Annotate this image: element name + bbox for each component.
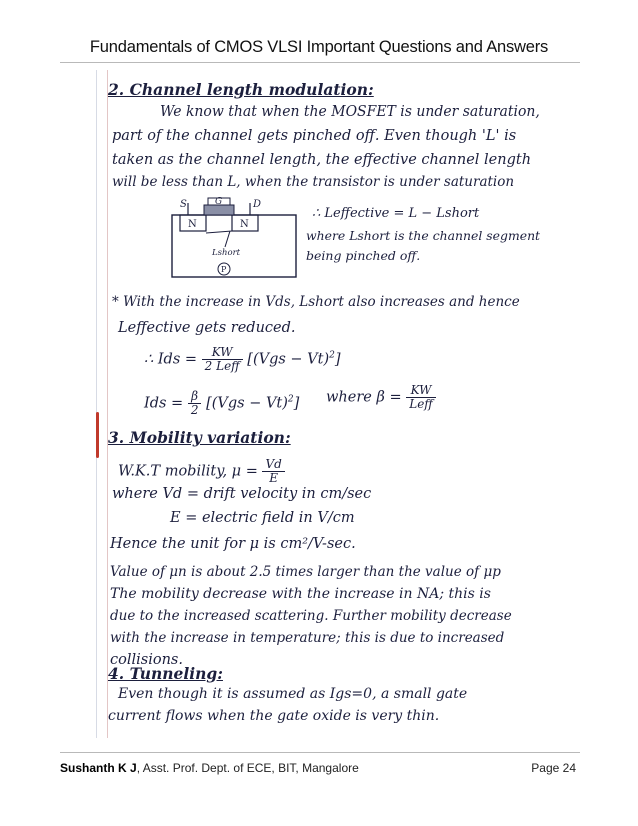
n-region-label: N (188, 219, 197, 230)
note-line: current flows when the gate oxide is very thin. (108, 708, 440, 724)
note-line: Leffective gets reduced. (118, 320, 296, 336)
note-line: will be less than L, when the transistor is under saturation (112, 174, 515, 190)
footer-divider (60, 752, 580, 753)
red-margin-mark (96, 412, 99, 458)
section-heading-mobility-variation: 3. Mobility variation: (108, 428, 291, 447)
page-margin-line (107, 70, 108, 738)
note-line: We know that when the MOSFET is under saturation, (160, 104, 540, 120)
note-line: Hence the unit for μ is cm²/V-sec. (110, 536, 356, 552)
note-line: with the increase in temperature; this is due to increased (110, 630, 505, 646)
note-line: E = electric field in V/cm (170, 510, 355, 526)
author-name: Sushanth K J (60, 761, 137, 775)
note-line: being pinched off. (306, 248, 421, 263)
mobility-equation: W.K.T mobility, μ = $\frac{Vd}{E}$ (118, 458, 285, 485)
section-heading-channel-length-modulation: 2. Channel length modulation: (108, 80, 374, 99)
eq-lhs: ∴ Ids = (144, 351, 198, 368)
note-line: collisions. (110, 652, 183, 668)
fraction: $\frac{KW}{\text{2 Leff}}$ (202, 346, 243, 373)
n-region-label: N (240, 219, 249, 230)
note-line: part of the channel gets pinched off. Even though 'L' is (112, 128, 517, 144)
eq-lhs: Ids = (144, 395, 184, 412)
header-divider (60, 62, 580, 63)
beta-definition: where β = $\frac{KW}{\text{Leff}}$ (326, 384, 436, 411)
eq-rhs: [(Vgs − Vt) (247, 351, 330, 368)
page-header-title: Fundamentals of CMOS VLSI Important Questions and Answers (89, 38, 549, 56)
note-line: where Vd = drift velocity in cm/sec (112, 486, 372, 502)
ids-equation-leff: ∴ Ids = $\frac{KW}{\text{2 Leff}}$ [(Vgs − Vt)$^2$] (144, 345, 341, 373)
leff-equation: ∴ Leffective = L − Lshort (312, 206, 480, 221)
gate-label: G (215, 197, 223, 207)
note-line: The mobility decrease with the increase in NA; this is (110, 586, 491, 602)
lshort-label: Lshort (212, 248, 241, 258)
ids-equation-beta: Ids = $\frac{\beta}{2}$ [(Vgs − Vt)$^2$] (144, 389, 300, 417)
note-line: * With the increase in Vds, Lshort also increases and hence (112, 294, 520, 310)
substrate-label: P (221, 265, 227, 274)
eq-rhs: [(Vgs − Vt) (206, 395, 288, 412)
author-affiliation: , Asst. Prof. Dept. of ECE, BIT, Mangalore (136, 761, 359, 775)
drain-label: D (253, 199, 262, 210)
section-heading-tunneling: 4. Tunneling: (108, 664, 223, 683)
source-label: S (180, 199, 187, 210)
page-number: Page 24 (531, 761, 576, 775)
note-line: Value of μn is about 2.5 times larger than the value of μp (110, 564, 501, 580)
fraction: $\frac{\beta}{2}$ (188, 390, 202, 417)
note-line: where Lshort is the channel segment (306, 228, 541, 243)
note-line: taken as the channel length, the effective channel length (112, 152, 532, 168)
note-line: Even though it is assumed as Igs=0, a small gate (118, 686, 468, 702)
note-line: due to the increased scattering. Further mobility decrease (110, 608, 512, 624)
mosfet-cross-section-diagram (170, 195, 300, 285)
footer-author (60, 761, 359, 775)
